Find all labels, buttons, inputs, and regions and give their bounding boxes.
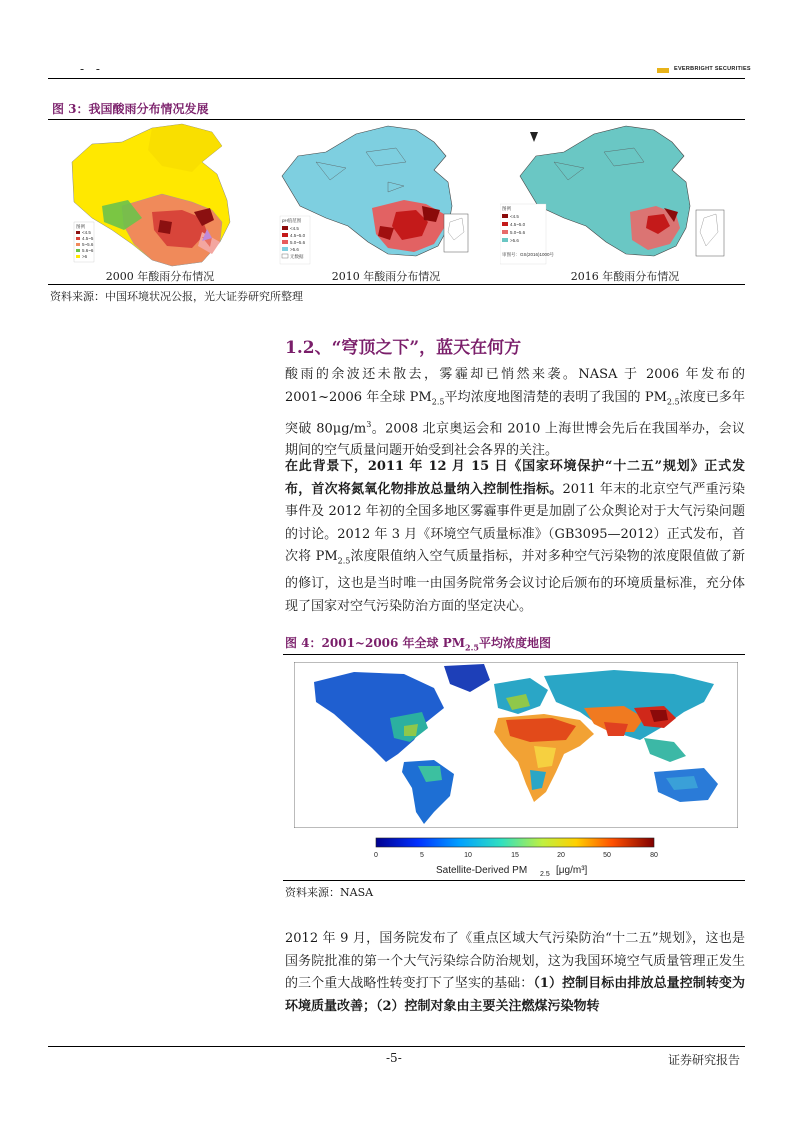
figure4-source: 资料来源：NASA — [285, 886, 374, 899]
map-2010 — [276, 122, 496, 268]
brand-logo-icon — [657, 68, 669, 73]
paragraph-1 — [285, 364, 745, 463]
map-2000 — [52, 122, 270, 268]
north-arrow-icon — [530, 132, 538, 142]
colorbar-unit: [μg/m³] — [556, 865, 588, 876]
para1-part-d: 。2008 北京奥运会和 2010 上海世博会先后在我国举办，会议期间的空气质量问题开始受到社会各界的关注。 — [285, 420, 745, 459]
para1-part-a: 酸雨的余波还未散去，雾霾却已悄然来袭。NASA 于 2006 年发布的 2001~2006 年全球 PM — [285, 367, 745, 405]
map2000-legend-3: 5~5.6 — [82, 242, 94, 247]
map2010-legend-title: pH值范围 — [282, 218, 302, 223]
header-left-marks: - - — [80, 62, 104, 76]
map2016-legend-3: 5.0~5.6 — [510, 230, 526, 235]
figure4-title-a: 图 4：2001~2006 年全球 PM — [285, 636, 466, 650]
figure4-title — [285, 634, 551, 652]
map2016-legend-2: 4.5~5.0 — [510, 222, 526, 227]
map2010-legend-4: >5.6 — [290, 247, 299, 252]
colorbar-ramp — [376, 838, 654, 847]
map2000-legend-1: <4.5 — [82, 230, 91, 235]
para3-bold: （1）控制目标由排放总量控制转变为环境质量改善；（2）控制对象由主要关注燃煤污染物转 — [285, 976, 745, 1014]
footer-label: 证券研究报告 — [668, 1053, 741, 1067]
world-pm25-graphic — [294, 662, 738, 828]
map2016-legend-title: 图例 — [502, 206, 511, 211]
map-2000-graphic — [52, 122, 270, 268]
figure3-source: 资料来源：中国环境状况公报，光大证券研究所整理 — [50, 290, 303, 303]
map2016-legend-4: >5.6 — [510, 238, 519, 243]
map-2016 — [500, 122, 742, 268]
figure3-top-rule — [48, 119, 745, 120]
para2-sub: 2.5 — [337, 556, 351, 566]
para1-part-c: 浓度已多年突破 80μg/m — [285, 389, 745, 436]
map2000-legend-5: >6 — [82, 254, 88, 259]
map2010-legend-5: 无数据 — [290, 254, 304, 259]
figure4-bottom-rule — [283, 880, 745, 881]
footer-rule — [48, 1046, 745, 1047]
map2010-legend-1: <4.5 — [290, 226, 299, 231]
colorbar-tick-3: 15 — [511, 852, 519, 859]
colorbar-title-sub: 2.5 — [540, 871, 550, 878]
colorbar-tick-4: 20 — [557, 852, 565, 859]
colorbar-tick-0: 0 — [374, 852, 378, 859]
world-pm25-map — [294, 662, 738, 828]
brand-name: EVERBRIGHT SECURITIES — [674, 66, 751, 72]
pm25-colorbar — [294, 834, 738, 880]
para1-part-b: 平均浓度地图清楚的表明了我国的 PM — [444, 389, 667, 405]
para2-bold: 在此背景下，2011 年 12 月 15 日《国家环境保护“十二五”规划》正式发布，首次将氮氧化物排放总量纳入控制性指标。 — [285, 459, 745, 497]
colorbar-tick-6: 80 — [650, 852, 658, 859]
map2000-legend-4: 5.6~6 — [82, 248, 94, 253]
para1-sup: 3 — [366, 419, 372, 429]
map2000-legend-2: 4.5~5 — [82, 236, 94, 241]
figure3-title: 图 3：我国酸雨分布情况发展 — [52, 102, 209, 116]
paragraph-3 — [285, 928, 745, 1018]
map-2000-caption: 2000 年酸雨分布情况 — [105, 270, 215, 283]
section-heading: 1.2、“穹顶之下”，蓝天在何方 — [285, 338, 522, 358]
figure4-top-rule — [283, 654, 745, 655]
map2010-legend-3: 5.0~5.6 — [290, 240, 306, 245]
figure4-title-b: 平均浓度地图 — [478, 636, 551, 650]
colorbar-tick-2: 10 — [464, 852, 472, 859]
map2016-note: 审图号：GS(2016)1000号 — [502, 252, 555, 257]
figure4-title-sub: 2.5 — [465, 642, 479, 653]
map2000-legend-title: 图例 — [76, 224, 85, 229]
paragraph-2 — [285, 456, 745, 618]
colorbar-tick-1: 5 — [420, 852, 424, 859]
map-2016-graphic — [500, 122, 742, 268]
map2016-legend-1: <4.5 — [510, 214, 519, 219]
map-2016-caption: 2016 年酸雨分布情况 — [570, 270, 680, 283]
colorbar-title: Satellite-Derived PM — [436, 865, 528, 876]
colorbar-tick-5: 50 — [603, 852, 611, 859]
para1-sub: 2.5 — [431, 397, 445, 407]
para3-part-a: 2012 年 9 月，国务院发布了《重点区域大气污染防治“十二五”规划》，这也是国务院批准的第一个大气污染综合防治规划，这为我国环境空气质量管理正发生的三个重大战略性转变打下了坚实的基础： — [285, 931, 745, 991]
colorbar-graphic — [294, 834, 738, 880]
para1-sub2: 2.5 — [666, 397, 680, 407]
map-2010-caption: 2010 年酸雨分布情况 — [331, 270, 441, 283]
para2-part-b: 浓度限值纳入空气质量指标，并对多种空气污染物的浓度限值做了新的修订，这也是当时唯一由国务院常务会议讨论后颁布的环境质量标准，充分体现了国家对空气污染防治方面的坚定决心。 — [285, 549, 745, 614]
page-number: -5- — [386, 1051, 402, 1065]
map-2010-graphic — [276, 122, 496, 268]
header-rule — [48, 78, 745, 79]
map2010-legend-2: 4.5~5.0 — [290, 233, 306, 238]
figure3-bottom-rule — [48, 284, 745, 285]
para2-part-a: 2011 年末的北京空气严重污染事件及 2012 年初的全国多地区雾霾事件更是加剧了公众舆论对于大气污染问题的讨论。2012 年 3 月《环境空气质量标准》（GB3095—2012）正式发布，首次将 PM — [285, 481, 745, 564]
